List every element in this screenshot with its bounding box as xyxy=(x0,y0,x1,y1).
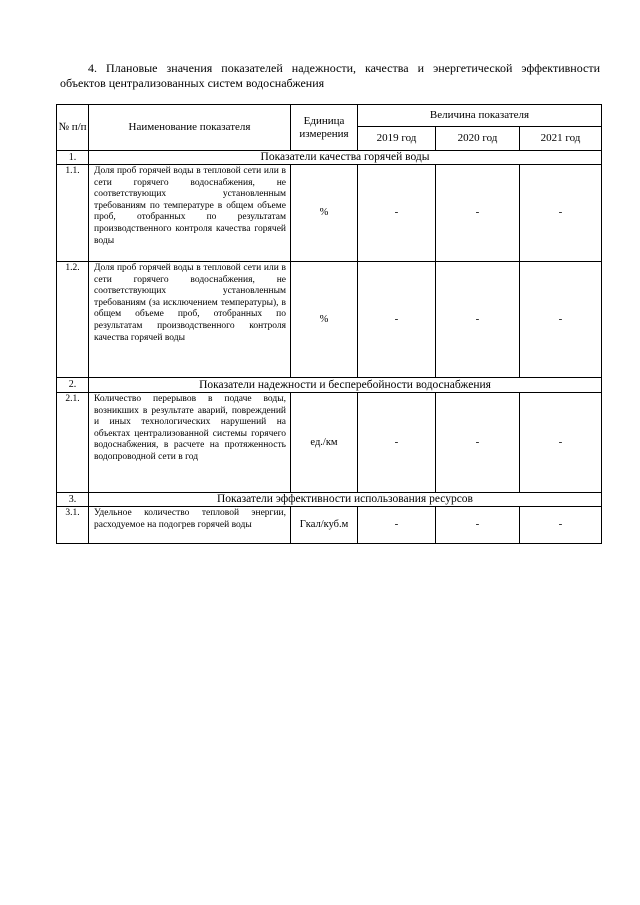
row-value: - xyxy=(436,507,520,544)
heading-number: 4. xyxy=(88,61,97,75)
row-value: - xyxy=(358,262,436,378)
row-unit: % xyxy=(291,262,358,378)
section-title: Показатели надежности и бесперебойности водоснабжения xyxy=(89,378,602,393)
section-title: Показатели качества горячей воды xyxy=(89,151,602,165)
section-row xyxy=(57,151,602,165)
row-value: - xyxy=(436,165,520,262)
row-value: - xyxy=(358,507,436,544)
row-number: 1.2. xyxy=(57,262,89,378)
row-number: 2.1. xyxy=(57,393,89,493)
row-value: - xyxy=(520,262,602,378)
row-value: - xyxy=(436,393,520,493)
row-number: 3.1. xyxy=(57,507,89,544)
header-year: 2021 год xyxy=(520,127,602,151)
row-name: Доля проб горячей воды в тепловой сети или в сети горячего водоснабжения, не соответствующих установленным требованиям (за исключением температуры), в общем объеме проб, отобранных по результатам производственного контроля качества горячей воды xyxy=(89,262,291,378)
document-heading xyxy=(60,61,600,91)
section-number: 2. xyxy=(57,378,89,393)
heading-text: Плановые значения показателей надежности, качества и энергетической эффективности объектов централизованных систем водоснабжения xyxy=(60,61,601,90)
row-unit: Гкал/куб.м xyxy=(291,507,358,544)
header-value-group: Величина показателя xyxy=(358,105,602,127)
table-header-row xyxy=(57,105,602,127)
table-row xyxy=(57,165,602,262)
table-row xyxy=(57,393,602,493)
header-num: № п/п xyxy=(57,105,89,151)
row-value: - xyxy=(436,262,520,378)
section-row xyxy=(57,378,602,393)
row-value: - xyxy=(520,393,602,493)
row-name: Доля проб горячей воды в тепловой сети или в сети горячего водоснабжения, не соответствующих установленным требованиям по температуре в общем объеме проб, отобранных по результатам производственного контроля качества горячей воды xyxy=(89,165,291,262)
row-name: Удельное количество тепловой энергии, расходуемое на подогрев горячей воды xyxy=(89,507,291,544)
section-row xyxy=(57,493,602,507)
row-value: - xyxy=(520,165,602,262)
header-year: 2019 год xyxy=(358,127,436,151)
table-row xyxy=(57,507,602,544)
row-value: - xyxy=(358,393,436,493)
indicators-table xyxy=(56,104,602,544)
section-number: 3. xyxy=(57,493,89,507)
header-year: 2020 год xyxy=(436,127,520,151)
row-value: - xyxy=(358,165,436,262)
row-name: Количество перерывов в подаче воды, возникших в результате аварий, повреждений и иных технологических нарушений на объектах централизованной системы горячего водоснабжения, в расчете на протяженность водопроводной сети в год xyxy=(89,393,291,493)
row-unit: ед./км xyxy=(291,393,358,493)
section-number: 1. xyxy=(57,151,89,165)
section-title: Показатели эффективности использования ресурсов xyxy=(89,493,602,507)
row-unit: % xyxy=(291,165,358,262)
row-value: - xyxy=(520,507,602,544)
row-number: 1.1. xyxy=(57,165,89,262)
header-name: Наименование показателя xyxy=(89,105,291,151)
table-row xyxy=(57,262,602,378)
header-unit: Единица измерения xyxy=(291,105,358,151)
